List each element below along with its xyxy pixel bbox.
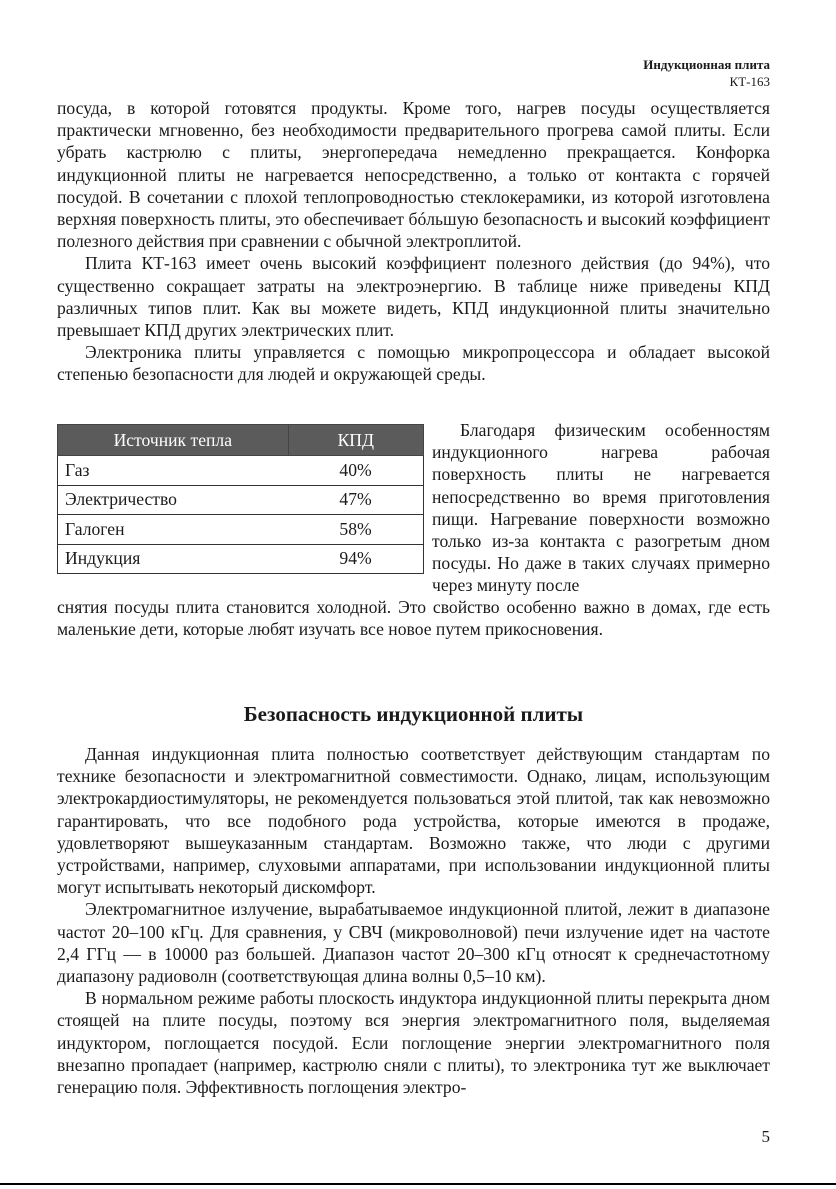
efficiency-table: [57, 424, 424, 574]
cell-source: Индукция: [58, 544, 289, 574]
column-header-efficiency: КПД: [288, 425, 423, 456]
safety-text: [57, 743, 770, 1098]
paragraph-physics-continued: снятия посуды плита становится холодной. Это свойство особенно важно в домах, где есть маленькие дети, которые любят изучать все новое путем прикосновения.: [57, 597, 770, 640]
cell-source: Электричество: [58, 485, 289, 515]
paragraph-inductor: В нормальном режиме работы плоскость индуктора индукционной плиты перекрыта дном стоящей на плите посуды, поэтому вся энергия электромагнитного поля, выделяемая индуктором, поглощается посудой. Если поглощение энергии электромагнитного поля внезапно пропадает (например, кастрюлю сняли с плиты), то электроника тут же выключает генерацию поля. Эффективность поглощения электро-: [57, 988, 770, 1098]
cell-efficiency: 47%: [288, 485, 423, 515]
table-row: [58, 515, 424, 545]
paragraph-radiation: Электромагнитное излучение, вырабатываемое индукционной плитой, лежит в диапазоне частот 20–100 кГц. Для сравнения, у СВЧ (микроволновой) печи излучение идет на частоте 2,4 ГГц — в 10000 раз большей. Диапазон частот 20–300 кГц относят к среднечастотному диапазону радиоволн (соответствующая длина волны 0,5–10 км).: [57, 899, 770, 987]
table-row: [58, 485, 424, 515]
cell-efficiency: 94%: [288, 544, 423, 574]
after-table-text: [57, 596, 770, 640]
section-heading: Безопасность индукционной плиты: [243, 702, 584, 726]
efficiency-table-wrap: [57, 424, 424, 574]
paragraph-continued: посуда, в которой готовятся продукты. Кроме того, нагрев посуды осуществляется практически мгновенно, без необходимости предварительного прогрева самой плиты. Если убрать кастрюлю с плиты, энергопередача немедленно прекращается. Конфорка индукционной плиты не нагревается непосредственно, а только от контакта с горячей посудой. В сочетании с плохой теплопроводностью стеклокерамики, из которой изготовлена верхняя поверхность плиты, это обеспечивает бóльшую безопасность и высокий коэффициент полезного действия при сравнении с обычной электроплитой.: [57, 98, 770, 252]
paragraph-efficiency: Плита КТ-163 имеет очень высокий коэффициент полезного действия (до 94%), что существенно сокращает затраты на электроэнергию. В таблице ниже приведены КПД различных типов плит. Как вы можете видеть, КПД индукционной плиты значительно превышает КПД других электрических плит.: [57, 253, 770, 341]
bottom-rule: [0, 1183, 836, 1185]
cell-efficiency: 40%: [288, 456, 423, 486]
table-header-row: [58, 425, 424, 456]
cell-source: Газ: [58, 456, 289, 486]
paragraph-standards: Данная индукционная плита полностью соответствует действующим стандартам по технике безопасности и электромагнитной совместимости. Однако, лицам, использующим электрокардиостимуляторы, не рекомендуется пользоваться этой плитой, так как невозможно гарантировать, что все подобного рода устройства, которые имеются в продаже, удовлетворяют вышеуказанным стандартам. Возможно также, что люди с другими устройствами, например, слуховыми аппаратами, при использовании индукционной плиты могут испытывать некоторый дискомфорт.: [57, 744, 770, 898]
table-row: [58, 456, 424, 486]
table-row: [58, 544, 424, 574]
side-text: [432, 419, 770, 597]
header-title: Индукционная плита: [643, 57, 770, 72]
intro-text: [57, 97, 770, 386]
cell-efficiency: 58%: [288, 515, 423, 545]
paragraph-electronics: Электроника плиты управляется с помощью микропроцессора и обладает высокой степенью безопасности для людей и окружающей среды.: [57, 342, 770, 385]
header-model: КТ-163: [729, 74, 770, 89]
cell-source: Галоген: [58, 515, 289, 545]
page-number: 5: [761, 1127, 770, 1146]
running-header: [643, 56, 770, 90]
column-header-source: Источник тепла: [58, 425, 289, 456]
paragraph-physics: Благодаря физическим особенностям индукционного нагрева рабочая поверхность плиты не нагревается непосредственно во время приготовления пищи. Нагревание поверхности возможно только из-за контакта с разогретым дном посуды. Но даже в таких случаях примерно через минуту после: [432, 420, 770, 596]
